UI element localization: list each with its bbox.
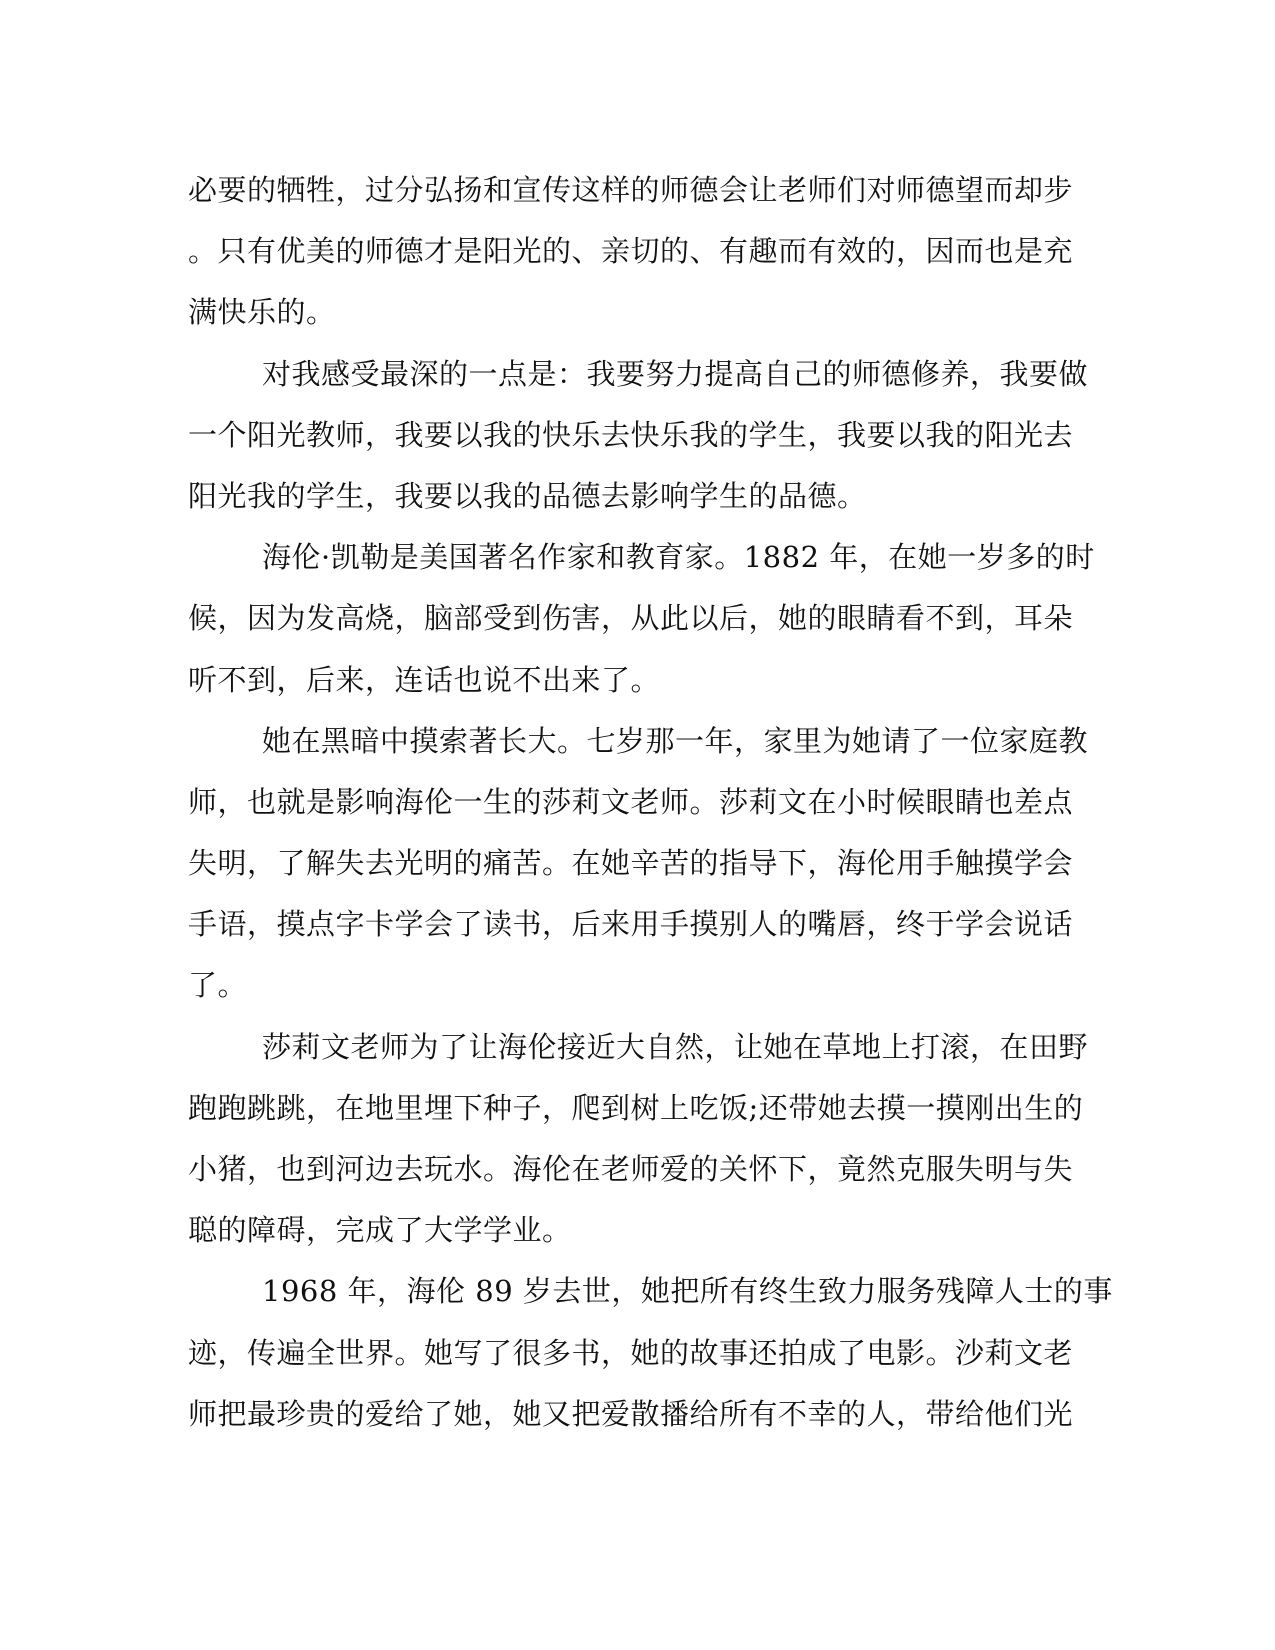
paragraph-first-line: 1968 年，海伦 89 岁去世，她把所有终生致力服务残障人士的事: [262, 1274, 1113, 1309]
text-line: 手语，摸点字卡学会了读书，后来用手摸别人的嘴唇，终于学会说话: [188, 907, 1074, 942]
paragraph-first-line: 海伦·凯勒是美国著名作家和教育家。1882 年，在她一岁多的时: [262, 540, 1095, 575]
paragraph-first-line: 她在黑暗中摸索著长大。七岁那一年，家里为她请了一位家庭教: [262, 723, 1089, 758]
text-line: 。只有优美的师德才是阳光的、亲切的、有趣而有效的，因而也是充: [188, 234, 1074, 269]
text-line: 一个阳光教师，我要以我的快乐去快乐我的学生，我要以我的阳光去: [188, 417, 1074, 452]
text-line: 听不到，后来，连话也说不出来了。: [188, 662, 661, 697]
text-line: 迹，传遍全世界。她写了很多书，她的故事还拍成了电影。沙莉文老: [188, 1335, 1074, 1370]
text-line: 小猪，也到河边去玩水。海伦在老师爱的关怀下，竟然克服失明与失: [188, 1152, 1074, 1186]
text-line: 阳光我的学生，我要以我的品德去影响学生的品德。: [188, 478, 867, 513]
text-line: 师，也就是影响海伦一生的莎莉文老师。莎莉文在小时候眼睛也差点: [188, 784, 1074, 819]
paragraph-first-line: 对我感受最深的一点是：我要努力提高自己的师德修养，我要做: [262, 356, 1089, 391]
paragraph-first-line: 莎莉文老师为了让海伦接近大自然，让她在草地上打滚，在田野: [262, 1029, 1089, 1064]
text-line: 了。: [188, 968, 248, 1003]
text-line: 师把最珍贵的爱给了她，她又把爱散播给所有不幸的人，带给他们光: [188, 1396, 1074, 1431]
text-line: 聪的障碍，完成了大学学业。: [188, 1213, 572, 1248]
text-line: 失明，了解失去光明的痛苦。在她辛苦的指导下，海伦用手触摸学会: [188, 846, 1074, 881]
body-text: [188, 160, 1113, 1445]
text-line: 必要的牺牲，过分弘扬和宣传这样的师德会让老师们对师德望而却步: [188, 173, 1074, 207]
text-line: 满快乐的。: [188, 295, 336, 330]
text-line: 候，因为发高烧，脑部受到伤害，从此以后，她的眼睛看不到，耳朵: [188, 601, 1074, 636]
text-line: 跑跑跳跳，在地里埋下种子，爬到树上吃饭;还带她去摸一摸刚出生的: [188, 1090, 1084, 1125]
